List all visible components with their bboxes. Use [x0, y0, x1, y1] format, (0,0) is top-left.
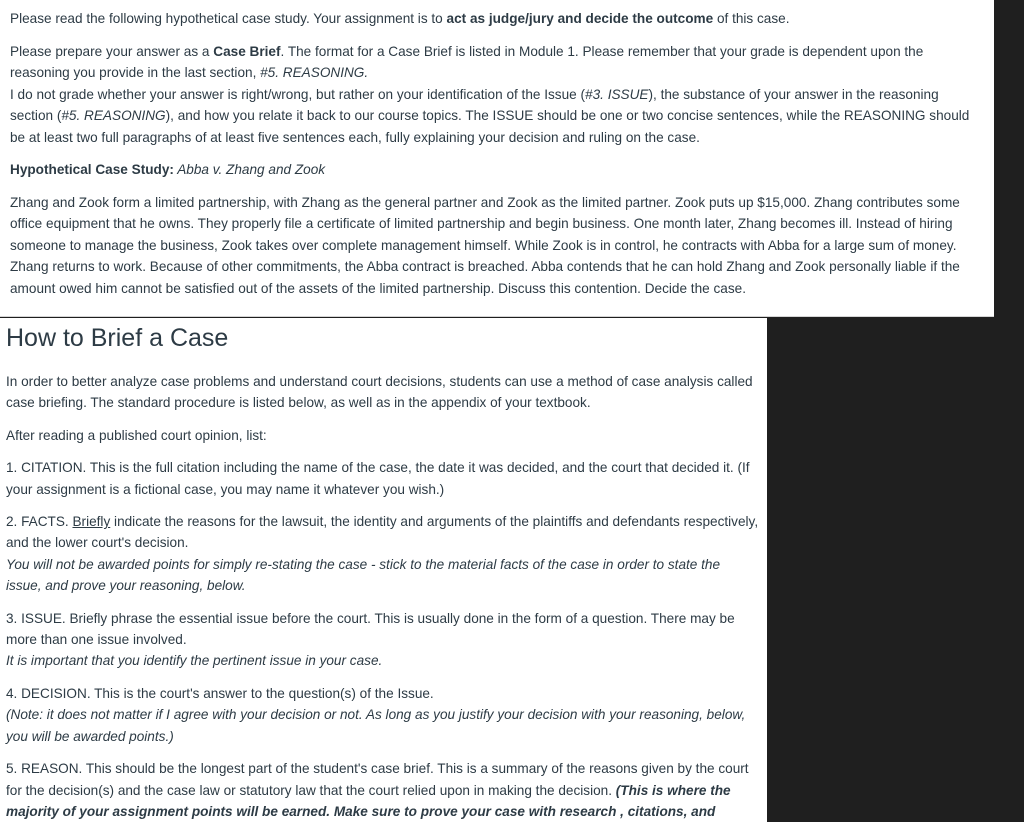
instruction-paragraph-2: Please prepare your answer as a Case Brief. The format for a Case Brief is listed in Module 1. Please remember that your grade is dependent upon the reasoning you provide in the last section, #5. REASONING. — [10, 43, 924, 80]
instruction-paragraph-3: I do not grade whether your answer is right/wrong, but rather on your identification of the Issue (#3. ISSUE), the substance of your answer in the reasoning section (#5. REASONING), and how you relate it back to our course topics. The ISSUE should be one or two concise sentences, while the REASONING should be at least two full paragraphs of at least five sentences each, fully explaining your decision and ruling on the case. — [10, 86, 970, 145]
brief-after-reading: After reading a published court opinion, list: — [6, 427, 267, 443]
emphasis-case-brief: Case Brief — [213, 43, 281, 59]
brief-facts-note: You will not be awarded points for simply re-stating the case - stick to the material facts of the case in order to state the issue, and prove your reasoning, below. — [6, 556, 721, 594]
brief-issue-note: It is important that you identify the pertinent issue in your case. — [6, 653, 383, 669]
emphasis-judge-jury: act as judge/jury and decide the outcome — [446, 11, 714, 26]
brief-intro: In order to better analyze case problems and understand court decisions, students can use a method of case analysis called case briefing. The standard procedure is listed below, as well as in the appendix of your textbook. — [6, 374, 753, 411]
case-brief-guide — [0, 318, 767, 822]
instruction-paragraph-1: Please read the following hypothetical case study. Your assignment is to act as judge/jury and decide the outcome of this case. — [10, 11, 790, 26]
brief-issue: 3. ISSUE. Briefly phrase the essential issue before the court. This is usually done in the form of a question. There may be more than one issue involved. — [6, 610, 735, 648]
brief-decision: 4. DECISION. This is the court's answer to the question(s) of the Issue. — [6, 685, 434, 701]
brief-citation: 1. CITATION. This is the full citation including the name of the case, the date it was decided, and the court that decided it. (If your assignment is a fictional case, you may name it whatever you wish.) — [6, 460, 750, 497]
assignment-instructions — [0, 0, 994, 317]
page-title: How to Brief a Case — [6, 324, 229, 352]
brief-facts: 2. FACTS. Briefly indicate the reasons for the lawsuit, the identity and arguments of the plaintiffs and defendants respectively, and the lower court's decision. — [6, 514, 759, 551]
case-name: Abba v. Zhang and Zook — [173, 162, 326, 177]
case-study-heading: Hypothetical Case Study: Abba v. Zhang and Zook — [10, 162, 326, 177]
case-study-text: Zhang and Zook form a limited partnership, with Zhang as the general partner and Zook as the limited partner. Zook puts up $15,000. Zhang contributes some office equipment that he owns. They properly file a certificate of limited partnership and begin business. One month later, Zhang becomes ill. Instead of hiring someone to manage the business, Zook takes over complete management himself. While Zook is in control, he contracts with Abba for a large sum of money. Zhang returns to work. Because of other commitments, the Abba contract is breached. Abba contends that he can hold Zhang and Zook personally liable if the amount owed him cannot be satisfied out of the assets of the limited partnership. Discuss this contention. Decide the case. — [10, 194, 960, 296]
brief-reason: 5. REASON. This should be the longest part of the student's case brief. This is a summary of the reasons given by the court for the decision(s) and the case law or statutory law that the court relied upon in making the decision. (This is where the majority of your assignment points will be earned. Make sure to prove your case with research , citations, and — [6, 761, 749, 819]
brief-decision-note: (Note: it does not matter if I agree with your decision or not. As long as you justify your decision with your reasoning, below, you will be awarded points.) — [6, 707, 746, 744]
